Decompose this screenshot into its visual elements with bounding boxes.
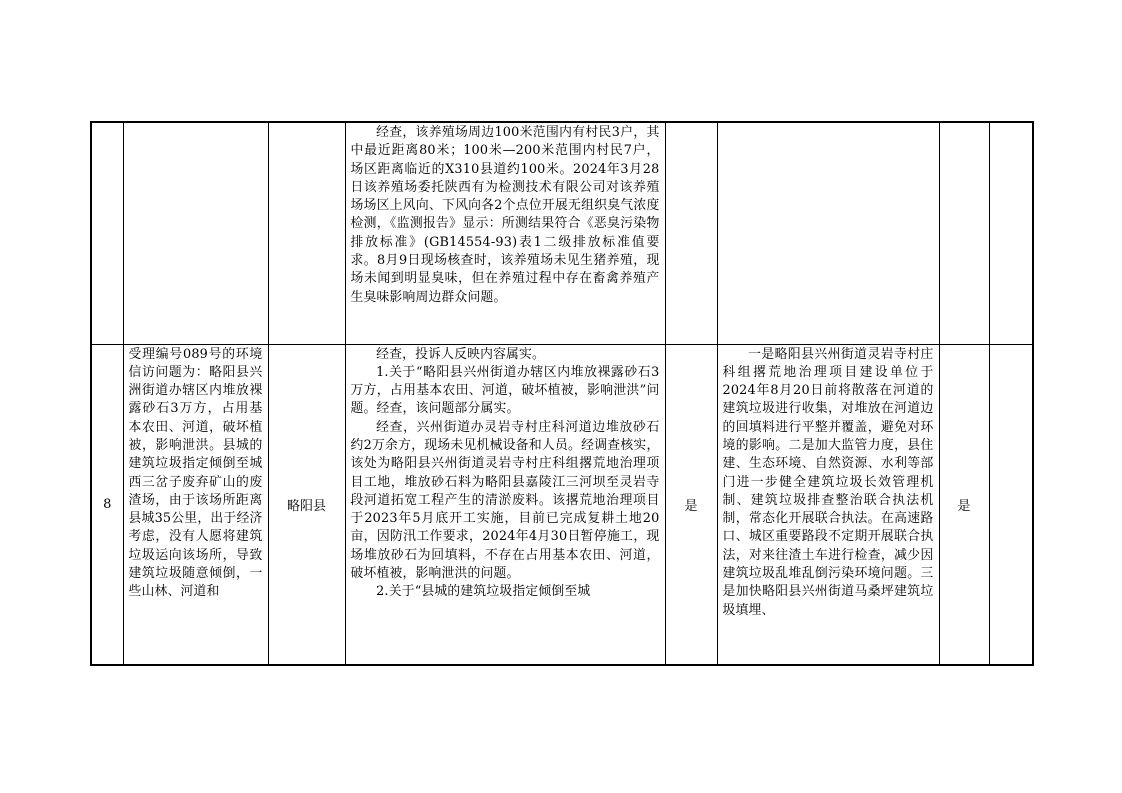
rectification-text: 一是略阳县兴州街道灵岩寺村庄科组撂荒地治理项目建设单位于2024年8月20日前将散落在河道的建筑垃圾进行收集，对堆放在河道边的回填料进行平整并覆盖，避免对环境的影响。二是加大监管力度，县住建、生态环境、自然资源、水利等部门进一步健全建筑垃圾长效管理机制、建筑垃圾排查整治联合执法机制，常态化开展联合执法。在高速路口、城区重要路段不定期开展联合执法，对来往渣土车进行检查，减少因建筑垃圾乱堆乱倒污染环境问题。三是加快略阳县兴州街道马桑坪建筑垃圾填埋、 (722, 346, 934, 618)
county-cell (268, 122, 345, 344)
finding-paragraph: 经查，兴州街道办灵岩寺村庄科河道边堆放砂石约2万余方，现场未见机械设备和人员。经调查核实，该处为略阳县兴州街道灵岩寺村庄科组撂荒地治理项目工地，堆放砂石料为略阳县嘉陵江三河坝至灵岩寺段河道拓宽工程产生的清淤废料。该撂荒地治理项目于2023年5月底开工实施，目前已完成复耕土地20亩，因防汛工作要求，2024年4月30日暂停施工，现场堆放砂石为回填料，不存在占用基本农田、河道，破坏植被，影响泄洪的问题。 (350, 419, 660, 582)
finding-paragraph: 经查，该养殖场周边100米范围内有村民3户，其中最近距离80米；100米—200米范围内村民7户，场区距离临近的X310县道约100米。2024年3月28日该养殖场委托陕西有为检测技术有限公司对该养殖场场区上风向、下风向各2个点位开展无组织臭气浓度检测，《监测报告》显示：所测结果符合《恶臭污染物排放标准》(GB14554-93)表1二级排放标准值要求。8月9日现场核查时，该养殖场未见生猪养殖，现场未闻到明显臭味，但在养殖过程中存在畜禽养殖产生臭味影响周边群众问题。 (350, 125, 660, 305)
table-row (91, 122, 1033, 344)
issue-cell (123, 122, 268, 344)
finding-paragraph: 1.关于“略阳县兴州街道办辖区内堆放裸露砂石3万方，占用基本农田、河道，破坏植被，影响泄洪”问题。经查，该问题部分属实。 (350, 364, 660, 417)
resolved-cell (939, 122, 989, 344)
table-row (91, 344, 1033, 665)
finding-cell (345, 122, 665, 344)
remark-cell (989, 122, 1033, 344)
verified-cell (665, 122, 717, 344)
finding-paragraph: 2.关于“县城的建筑垃圾指定倾倒至城 (376, 584, 591, 600)
rectification-cell (717, 344, 939, 665)
county-cell: 略阳县 (268, 344, 345, 665)
resolved-cell: 是 (939, 344, 989, 665)
rectification-cell (717, 122, 939, 344)
issue-text: 受理编号089号的环境信访问题为：略阳县兴洲街道办辖区内堆放裸露砂石3万方，占用基本农田、河道，破坏植被，影响泄洪。县城的建筑垃圾指定倾倒至城西三岔子废弃矿山的废渣场，由于该场所距离县城35公里，出于经济考虑，没有人愿将建筑垃圾运向该场所，导致建筑垃圾随意倾倒，一些山林、河道和 (128, 346, 263, 600)
issue-cell (123, 344, 268, 665)
finding-cell (345, 344, 665, 665)
complaint-table (90, 121, 1034, 666)
verified-cell: 是 (665, 344, 717, 665)
finding-paragraph: 经查，投诉人反映内容属实。 (376, 346, 546, 362)
row-index: 8 (91, 344, 123, 665)
row-index (91, 122, 123, 344)
remark-cell (989, 344, 1033, 665)
